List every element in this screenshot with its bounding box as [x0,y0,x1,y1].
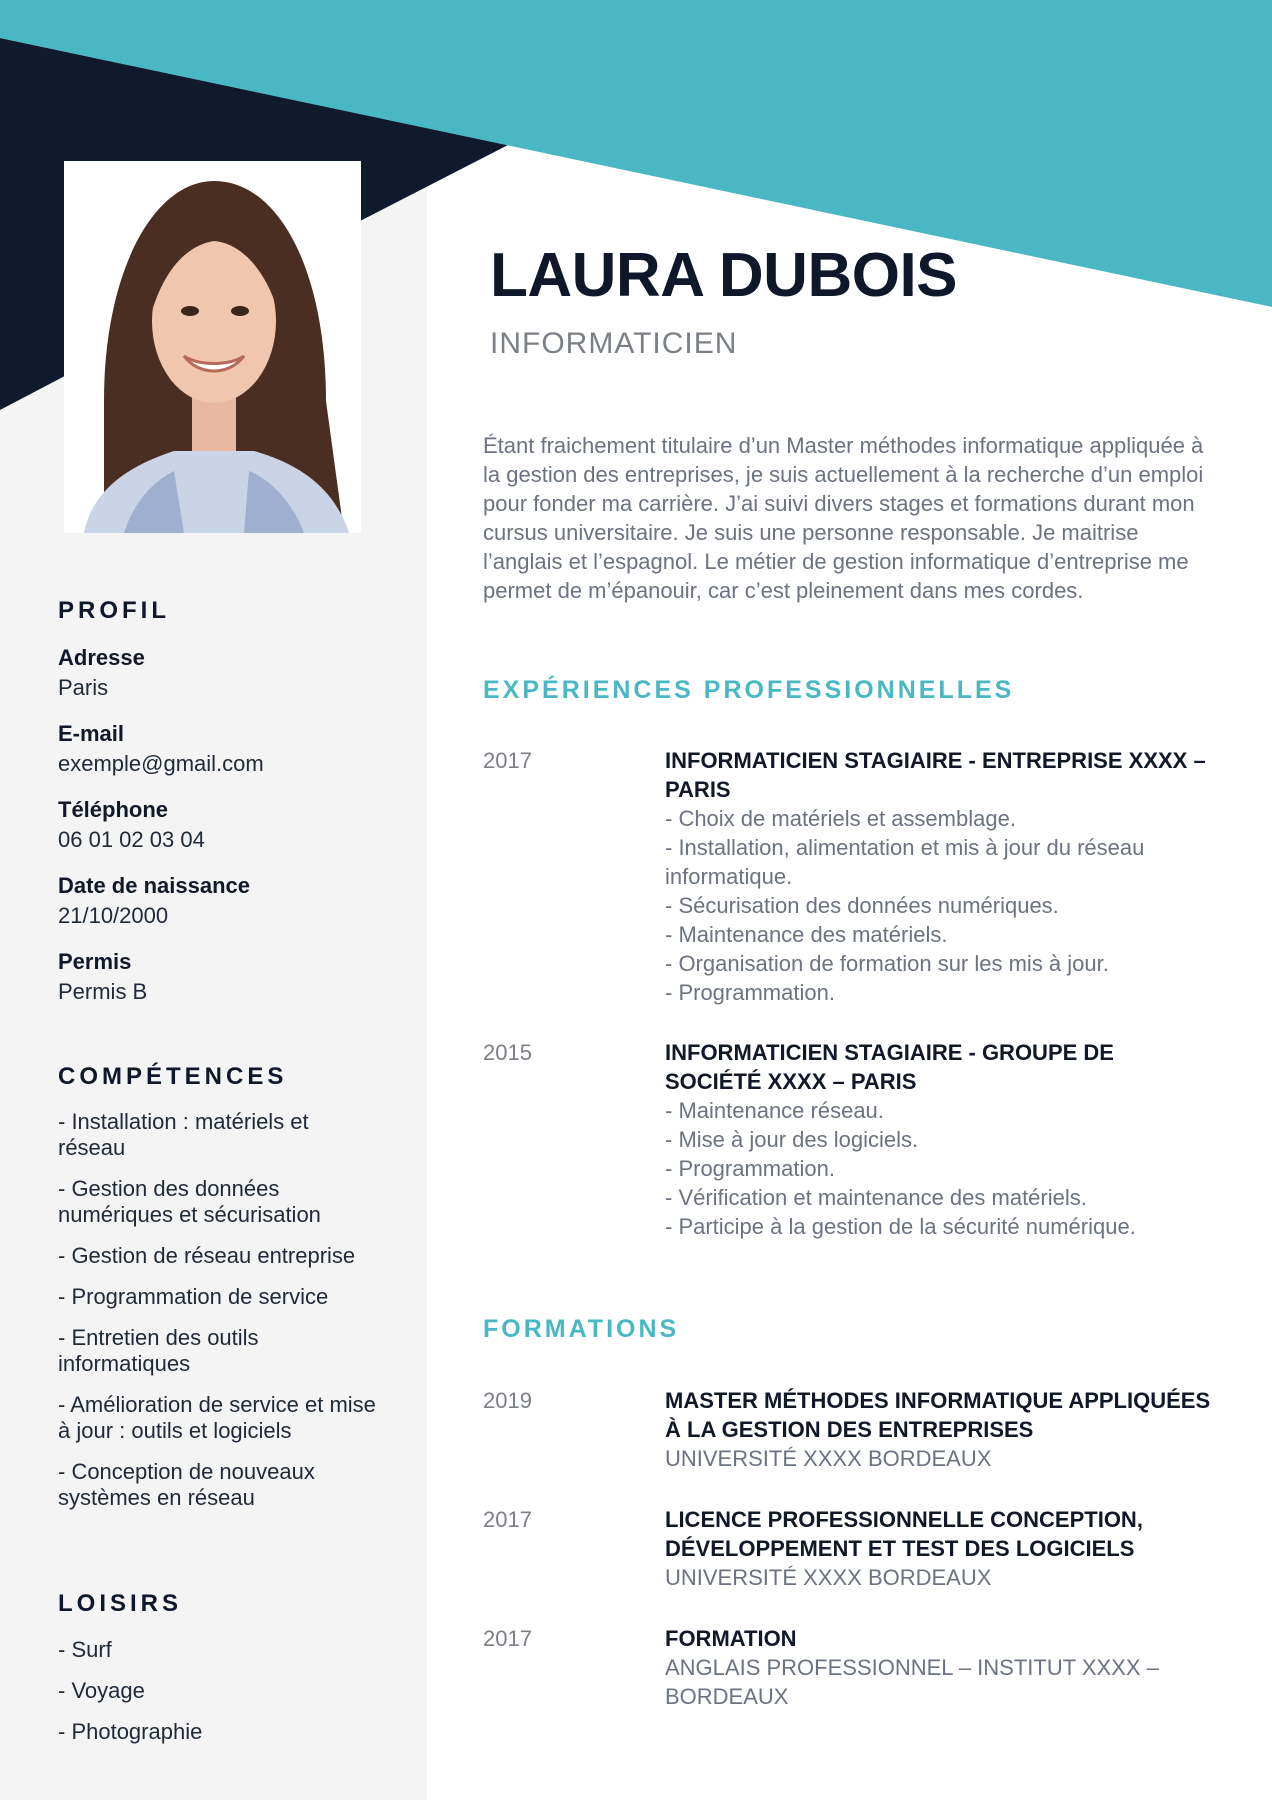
profile-photo [64,161,361,533]
entry-year: 2017 [483,748,532,773]
field-label: Adresse [58,645,145,670]
profile-heading: PROFIL [58,597,170,624]
profile-section [58,597,378,1023]
skills-heading: COMPÉTENCES [58,1063,288,1090]
entry-title: INFORMATICIEN STAGIAIRE - ENTREPRISE XXXX – PARIS [665,748,1206,802]
skills-section [58,1063,378,1526]
field-value: Permis B [58,979,148,1004]
skill-item: - Installation : matériels et réseau [58,1109,309,1160]
profile-field-address [58,643,378,703]
profile-field-birthdate [58,871,378,931]
field-value: 21/10/2000 [58,903,169,928]
field-label: Date de naissance [58,873,250,898]
field-value: Paris [58,675,109,700]
entry-line: - Sécurisation des données numériques. [665,893,1059,918]
job-title: INFORMATICIEN [490,327,738,360]
summary-text: Étant fraichement titulaire d’un Master méthodes informatique appliquée à la gestion des entreprises, je suis actuellement à la recherche d’un emploi pour fonder ma carrière. J’ai suivi divers stages et formations durant mon cursus universitaire. Je suis une personne responsable. Je maitrise l’anglais et l’espagnol. Le métier de gestion informatique d’entreprise me permet de m’épanouir, car c’est pleinement dans mes cordes. [483,433,1204,603]
hobby-item: - Photographie [58,1719,203,1744]
skill-item: - Gestion de réseau entreprise [58,1243,356,1268]
entry-subtitle: ANGLAIS PROFESSIONNEL – INSTITUT XXXX – BORDEAUX [665,1655,1159,1709]
entry-subtitle: UNIVERSITÉ XXXX BORDEAUX [665,1565,992,1590]
entry-title: FORMATION [665,1626,797,1651]
hobbies-heading: LOISIRS [58,1590,183,1617]
entry-title: INFORMATICIEN STAGIAIRE - GROUPE DE SOCIÉTÉ XXXX – PARIS [665,1040,1114,1094]
skill-item: - Entretien des outils informatiques [58,1325,259,1376]
entry-title: MASTER MÉTHODES INFORMATIQUE APPLIQUÉES À LA GESTION DES ENTREPRISES [665,1388,1211,1442]
field-value: exemple@gmail.com [58,751,264,776]
entry-line: - Programmation. [665,1156,835,1181]
entry-line: - Maintenance des matériels. [665,922,948,947]
entry-line: - Vérification et maintenance des matériels. [665,1185,1087,1210]
entry-year: 2019 [483,1388,532,1413]
entry-year: 2017 [483,1626,532,1651]
skill-item: - Conception de nouveaux systèmes en réseau [58,1459,315,1510]
skill-item: - Programmation de service [58,1284,329,1309]
entry-subtitle: UNIVERSITÉ XXXX BORDEAUX [665,1446,992,1471]
skill-item: - Amélioration de service et mise à jour : outils et logiciels [58,1392,376,1443]
entry-line: - Mise à jour des logiciels. [665,1127,919,1152]
profile-field-email [58,719,378,779]
entry-line: - Installation, alimentation et mis à jour du réseau informatique. [665,835,1145,889]
profile-field-phone [58,795,378,855]
entry-line: - Programmation. [665,980,835,1005]
entry-line: - Organisation de formation sur les mis à jour. [665,951,1109,976]
entry-year: 2015 [483,1040,532,1065]
entry-line: - Maintenance réseau. [665,1098,884,1123]
hobby-item: - Surf [58,1637,112,1662]
education-heading: FORMATIONS [483,1315,680,1343]
portrait-image [64,161,361,533]
entry-line: - Choix de matériels et assemblage. [665,806,1016,831]
entry-line: - Participe à la gestion de la sécurité numérique. [665,1214,1136,1239]
field-label: E-mail [58,721,125,746]
field-value: 06 01 02 03 04 [58,827,205,852]
entry-year: 2017 [483,1507,532,1532]
experience-heading: EXPÉRIENCES PROFESSIONNELLES [483,676,1015,704]
entry-title: LICENCE PROFESSIONNELLE CONCEPTION, DÉVELOPPEMENT ET TEST DES LOGICIELS [665,1507,1143,1561]
hobby-item: - Voyage [58,1678,145,1703]
field-label: Téléphone [58,797,169,822]
skill-item: - Gestion des données numériques et sécurisation [58,1176,321,1227]
person-name: LAURA DUBOIS [490,241,958,310]
field-label: Permis [58,949,132,974]
hobbies-section [58,1590,378,1759]
profile-field-license [58,947,378,1007]
